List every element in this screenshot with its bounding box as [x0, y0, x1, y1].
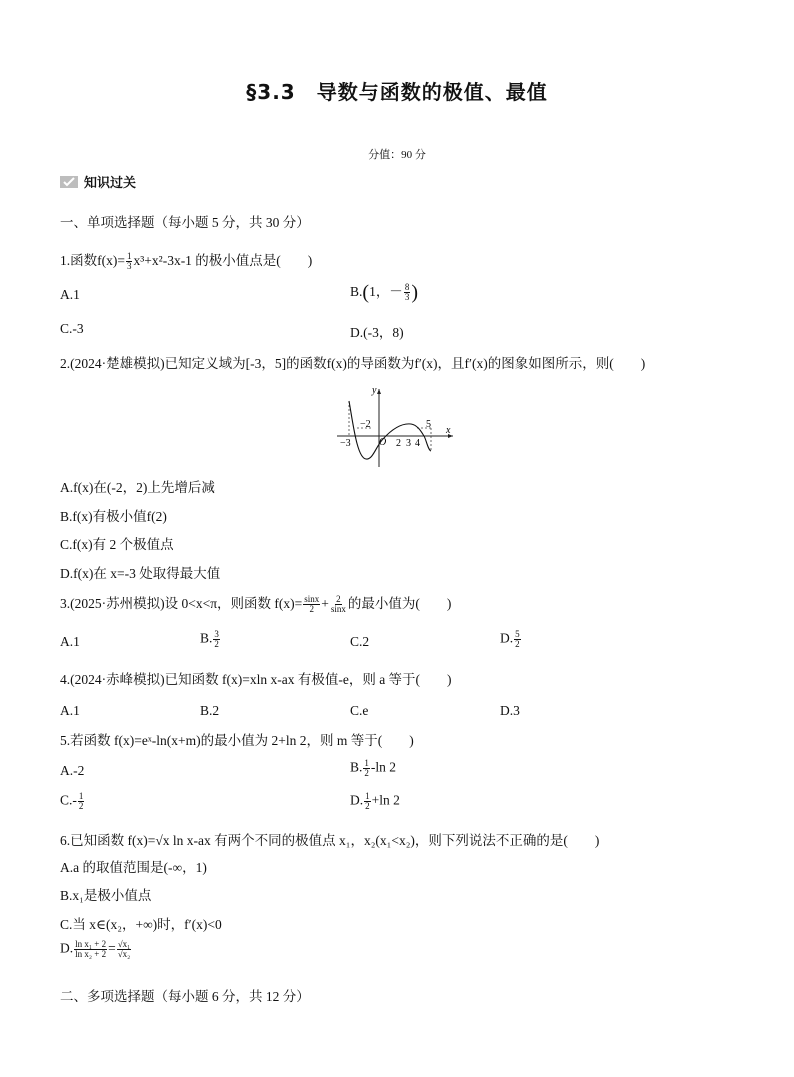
check-badge-icon: [60, 176, 78, 188]
tick-4: 4: [415, 438, 420, 449]
part1-heading: 一、单项选择题（每小题 5 分，共 30 分）: [60, 215, 310, 230]
tick-neg2: −2: [360, 419, 371, 430]
q2-option-c: C.f(x)有 2 个极值点: [60, 537, 174, 552]
y-arrow: [377, 389, 381, 394]
q1-option-b: B.(1，－ $\frac{8}{3}$ ): [350, 281, 418, 304]
q4-option-b: B.2: [200, 703, 220, 718]
section-label: 知识过关: [84, 176, 137, 191]
derivative-graph: [335, 383, 460, 472]
q5-option-c: C.- $\frac{1}{2}$: [60, 791, 84, 811]
q2-option-b: B.f(x)有极小值f(2): [60, 509, 167, 524]
q5-stem: 5.若函数 f(x)=eˣ-ln(x+m)的最小值为 2+ln 2，则 m 等于( ): [60, 733, 414, 748]
q1-option-c: C.-3: [60, 321, 84, 336]
tick-2: 2: [396, 438, 401, 449]
page-title: §3.3 导数与函数的极值、最值: [246, 80, 548, 104]
q3-option-d: D. $\frac{5}{2}$: [500, 629, 520, 649]
score-line: 分值：90 分: [368, 149, 426, 161]
q4-stem: 4.(2024·赤峰模拟)已知函数 f(x)=xln x-ax 有极值-e，则 a 等于( ): [60, 672, 452, 687]
x-label: x: [446, 425, 451, 436]
part2-heading: 二、多项选择题（每小题 6 分，共 12 分）: [60, 989, 310, 1004]
q4-option-a: A.1: [60, 703, 80, 718]
q2-stem: 2.(2024·楚雄模拟)已知定义域为[-3，5]的函数f(x)的导函数为f′(x)，且f′(x)的图象如图所示，则( ): [60, 356, 646, 371]
q4-option-c: C.e: [350, 703, 369, 718]
q3-option-a: A.1: [60, 634, 80, 649]
q1-stem: 1.函数f(x)= $\frac{1}{3}$ x³+x²-3x-1 的极小值点是( ): [60, 251, 313, 272]
q6-stem: 6.已知函数 f(x)=√x ln x-ax 有两个不同的极值点 x₁，x₂(x₁<x₂)，则下列说法不正确的是( ): [60, 833, 600, 848]
q5-option-d: D. $\frac{1}{2}$ +ln 2: [350, 791, 400, 811]
q1-option-a: A.1: [60, 287, 80, 302]
q5-option-b: B. $\frac{1}{2}$ -ln 2: [350, 758, 397, 778]
q2-option-d: D.f(x)在 x=-3 处取得最大值: [60, 566, 221, 581]
q1-option-d: D.(-3，8): [350, 325, 404, 340]
q3-stem: 3.(2025·苏州模拟)设 0<x<π，则函数 f(x)= $\frac{\sin x}{2}$ + $\frac{2}{\sin x}$ 的最小值为( ): [60, 594, 452, 615]
derivative-curve: [349, 401, 431, 459]
y-label: y: [372, 385, 377, 396]
tick-neg3: −3: [340, 438, 351, 449]
section-header: [60, 172, 136, 191]
q3-option-c: C.2: [350, 634, 370, 649]
origin-label: O: [379, 437, 387, 448]
tick-5: 5: [426, 419, 431, 430]
q6-option-d: D. $\frac{\text{ln x₁ + 2}}{\text{ln x₂ + 2}}$ = $\frac{\text{√x₁}}{\text{√x₂}}$: [60, 939, 131, 959]
q2-option-a: A.f(x)在(-2，2)上先增后减: [60, 480, 215, 495]
q5-option-a: A.-2: [60, 763, 85, 778]
q1-fraction: $\frac{1}{3}$: [126, 251, 132, 272]
q4-option-d: D.3: [500, 703, 520, 718]
q6-option-b: B.x₁是极小值点: [60, 888, 152, 903]
q6-option-c: C.当 x∈(x₂，+∞)时，f′(x)<0: [60, 917, 222, 932]
q3-option-b: B. $\frac{3}{2}$: [200, 629, 219, 649]
tick-3: 3: [406, 438, 411, 449]
q6-option-a: A.a 的取值范围是(-∞，1): [60, 860, 207, 875]
